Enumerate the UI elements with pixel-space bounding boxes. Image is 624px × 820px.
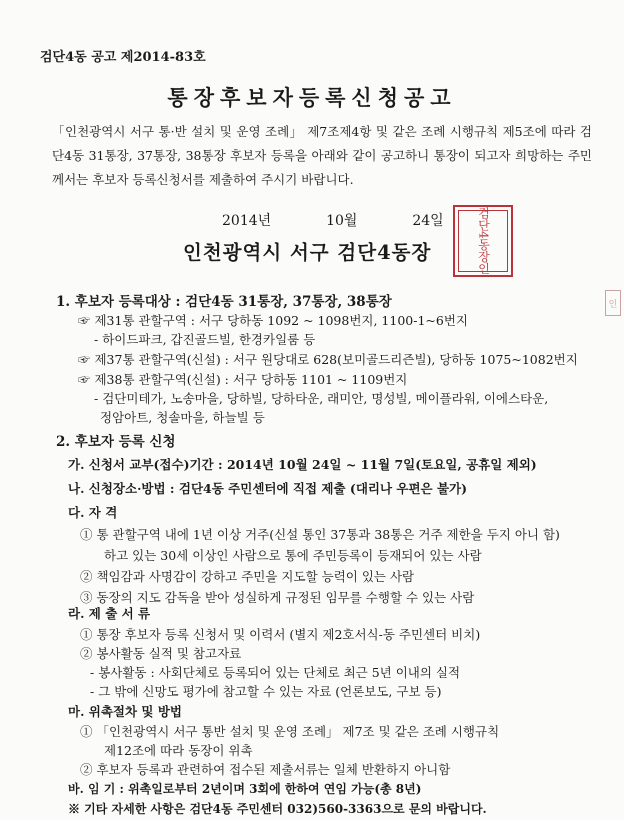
document-2: ② 봉사활동 실적 및 참고자료 (80, 646, 242, 661)
procedure-2: ② 후보자 등록과 관련하여 접수된 제출서류는 일체 반환하지 아니함 (80, 762, 451, 777)
section-1-heading: 1. 후보자 등록대상 : 검단4동 31통장, 37통장, 38통장 (56, 294, 392, 310)
issuer-name: 인천광역시 서구 검단4동장 (183, 241, 432, 264)
item-38-area: ☞ 제38통 관할구역(신설) : 서구 당하동 1101 ~ 1109번지 (78, 372, 408, 387)
item-da-heading: 다. 자 격 (68, 505, 118, 520)
date-year: 2014년 (222, 213, 272, 229)
document-1: ① 통장 후보자 등록 신청서 및 이력서 (별지 제2호서식-동 주민센터 비치) (80, 627, 481, 642)
margin-stamp: 인 (605, 290, 621, 316)
item-ra-heading: 라. 제 출 서 류 (68, 606, 151, 621)
intro-paragraph: 「인천광역시 서구 통·반 설치 및 운영 조례」 제7조제4항 및 같은 조례 시행규칙 제5조에 따라 검단4동 31통장, 37통장, 38통장 후보자 등록을 아래와 같이 공고하니 통장이 되고자 희망하는 주민께서는 후보자 등록신청서를 제출하여 주시기 바랍니다. (52, 124, 592, 187)
procedure-1-cont: 제12조에 따라 동장이 위촉 (104, 743, 253, 758)
qualification-1-cont: 하고 있는 30세 이상인 사람으로 통에 주민등록이 등재되어 있는 사람 (104, 548, 482, 563)
item-37-area: ☞ 제37통 관할구역(신설) : 서구 원당대로 628(보미골드리즌빌), 당하동 1075~1082번지 (78, 352, 578, 367)
qualification-2: ② 책임감과 사명감이 강하고 주민을 지도할 능력이 있는 사람 (80, 569, 415, 584)
page-title: 통장후보자등록신청공고 (167, 85, 457, 110)
item-na-place: 나. 신청장소·방법 : 검단4동 주민센터에 직접 제출 (대리나 우편은 불가) (68, 481, 468, 496)
notice-number: 검단4동 공고 제2014-83호 (40, 50, 206, 65)
seal-text: 검단4동장인 (458, 210, 508, 272)
item-ga-period: 가. 신청서 교부(접수)기간 : 2014년 10월 24일 ~ 11월 7일(토요일, 공휴일 제외) (68, 457, 537, 472)
item-31-area: ☞ 제31통 관할구역 : 서구 당하동 1092 ~ 1098번지, 1100-1~6번지 (78, 313, 468, 328)
item-38-buildings-cont: 정암아트, 청솔마을, 하늘빌 등 (100, 410, 265, 425)
item-ma-heading: 마. 위촉절차 및 방법 (68, 704, 183, 719)
qualification-3: ③ 동장의 지도 감독을 받아 성실하게 규정된 임무를 수행할 수 있는 사람 (80, 590, 475, 605)
date-day: 24일 (412, 213, 444, 229)
section-2-heading: 2. 후보자 등록 신청 (56, 434, 176, 450)
notice-date (222, 210, 444, 230)
document-2-volunteer: - 봉사활동 : 사회단체로 등록되어 있는 단체로 최근 5년 이내의 실적 (90, 665, 461, 680)
procedure-1: ① 「인천광역시 서구 통반 설치 및 운영 조례」 제7조 및 같은 조례 시행규칙 (80, 724, 500, 739)
qualification-1: ① 통 관할구역 내에 1년 이상 거주(신설 통인 37통과 38통은 거주 제한을 두지 아니 함) (80, 527, 560, 542)
item-38-buildings: - 검단미테가, 노송마을, 당하빌, 당하타운, 래미안, 명성빌, 메이플라워, 이에스타운, (94, 391, 549, 406)
contact-note: ※ 기타 자세한 사항은 검단4동 주민센터 032)560-3363으로 문의 바랍니다. (68, 802, 487, 816)
item-31-buildings: - 하이드파크, 갑진골드빌, 한경카일룸 등 (94, 332, 316, 347)
date-month: 10월 (326, 213, 358, 229)
official-seal (453, 205, 513, 277)
item-ba-term: 바. 임 기 : 위촉일로부터 2년이며 3회에 한하여 연임 가능(총 8년) (68, 782, 422, 796)
document-2-other: - 그 밖에 신망도 평가에 참고할 수 있는 자료 (언론보도, 구보 등) (90, 684, 442, 699)
